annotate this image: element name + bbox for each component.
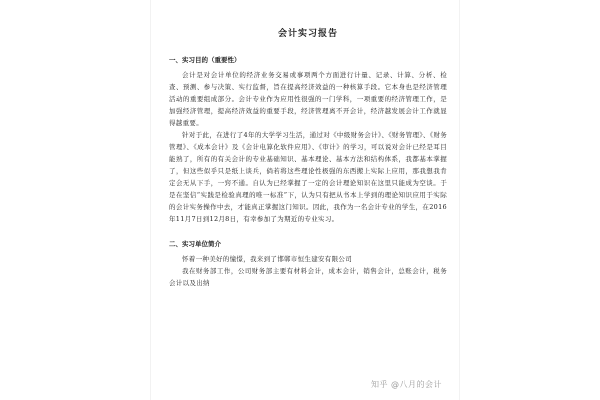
document-page: [150, 0, 460, 400]
paragraph-finance-department: 我在财务部工作，公司财务部主要有材料会计，成本会计，销售会计，总账会计，税务会计以及出纳: [169, 267, 447, 287]
section-heading-company: 二、实习单位简介: [169, 240, 221, 248]
watermark-text: 知乎 @八月的会计: [370, 380, 442, 389]
document-title: 会计实习报告: [277, 29, 338, 39]
paragraph-study-background: 针对于此，在进行了4年的大学学习生活，通过对《中级财务会计》、《财务管理》、《财务管理》、《成本会计》及《会计电算化软件应用》、《审计》的学习，可以说对会计已经是耳目能熟了，所有的有关会计的专业基础知识、基本理论、基本方法和结构体系，我都基本掌握了，但这些似乎只是纸上谈兵，倘若将这些理论性极强的东西搬上实际上应用，那我想我肯定会无从下手，一窍不通。自认为已经掌握了一定的会计理论知识在这里只能成为空谈。于是在坚信“实践是检验真理的唯一标准”下，认为只有把从书本上学到的理论知识应用于实际的会计实务操作中去，才能真正掌握这门知识。因此，我作为一名会计专业的学生，在2016年11月7日到12月8日，有幸参加了为期近的专业实习。: [169, 131, 447, 223]
paragraph-accounting-intro: 会计是对会计单位的经济业务交易或事项两个方面进行计量、记录、计算、分析、检查、预测、参与决策、实行监督，旨在提高经济效益的一种核算手段。它本身也是经济管理活动的重要组成部分。会计专业作为应用性很强的一门学科，一项重要的经济管理工作，是加强经济管理，提高经济效益的重要手段，经济管理离不开会计，经济越发展会计工作就显得越重要。: [169, 71, 447, 127]
paragraph-company-intro: 怀着一种美好的憧憬，我来到了邯郸市恒生建安有限公司: [182, 255, 352, 263]
section-heading-purpose: 一、实习目的（重要性）: [169, 56, 241, 64]
section-gap: [169, 225, 447, 239]
